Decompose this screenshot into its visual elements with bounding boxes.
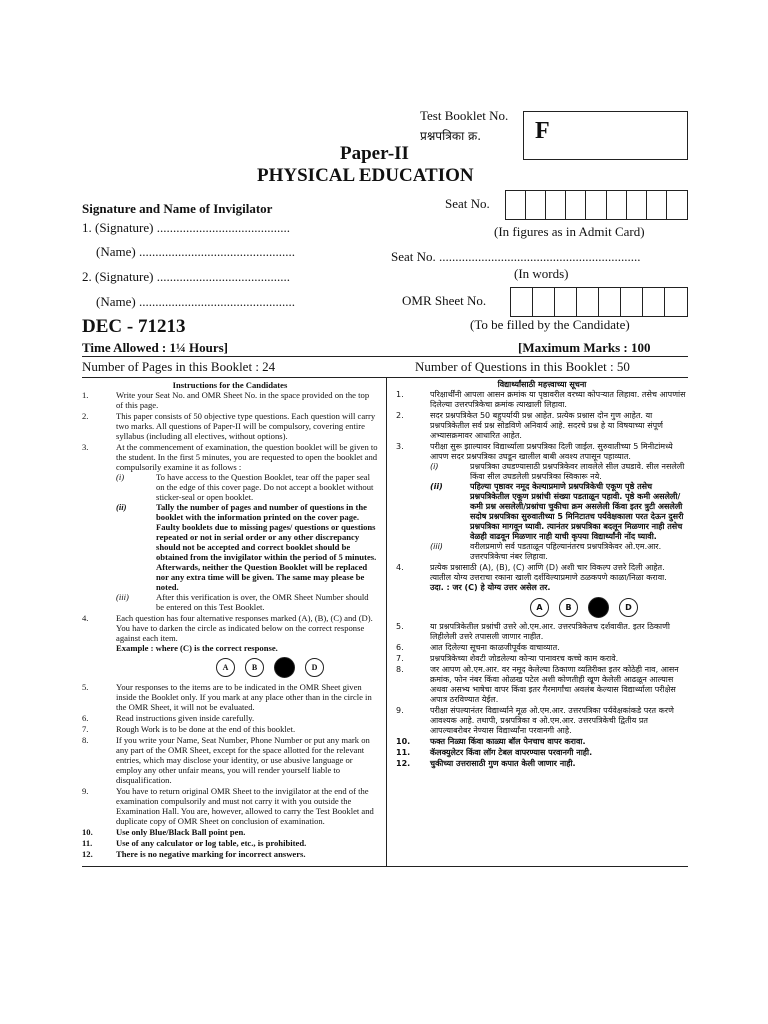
list-item: 7. प्रश्नपत्रिकेच्या शेवटी जोडलेल्या कोऱ्या पानावरच कच्चे काम करावे. <box>396 654 619 663</box>
invigilator-name-1: (Name) ................................................ <box>96 244 295 259</box>
seat-no-words-line[interactable]: Seat No. .............................................................. <box>391 249 641 264</box>
sub-item: (ii) पहिल्या पृष्ठावर नमूद केल्याप्रमाणे प्रश्नपत्रिकेची एकूण पृष्ठे तसेच प्रश्नपत्रिकेतील एकूण प्रश्नांची संख्या पडताळून पहावी. पृष्ठे कमी असलेली/कमी प्रश्न असलेली/प्रश्नांचा चुकीचा क्रम असलेली किंवा इतर त्रुटी असलेली सदोष प्रश्नपत्रिका सुरुवातीच्या 5 मिनिटातच पर्यवेक्षकाला परत देऊन दुसरी प्रश्नपत्रिका मागवून घ्यावी. त्यानंतर प्रश्नपत्रिका बदलून मिळणार नाही तसेच वेळही वाढवून मिळणार नाही याची कृपया विद्यार्थ्यांनी नोंद घ्यावी. <box>430 482 684 541</box>
bubble-a: A <box>530 598 549 617</box>
list-item: 11. कॅलक्युलेटर किंवा लॉग टेबल वापरण्यास परवानगी नाही. <box>396 748 593 757</box>
list-item: 3. परीक्षा सुरू झाल्यावर विद्यार्थ्याला प्रश्नपत्रिका दिली जाईल. सुरुवातीच्या 5 मिनीटांमध्ये आपण सदर प्रश्नपत्रिका उघडून खालील बाबी अवश्य तपासून पहाव्यात. (i) प्रश्नपत्रिका उघडण्यासाठी प्रश्नपत्रिकेवर लावलेले सील उघडावे. सील नसलेली किंवा सील उघडलेली प्रश्नपत्रिका स्विकारू नये. (ii) पहिल्या पृष्ठावर नमूद केल्याप्रमाणे प्रश्नपत्रिकेची एकूण पृष्ठे तसेच प्रश्नपत्रिकेतील एकूण प्रश्नांची संख्या पडताळून पहावी. पृष्ठे कमी असलेली/कमी प्रश्न असलेली/प्रश्नांचा चुकीचा क्रम असलेली किंवा इतर त्रुटी असलेली सदोष प्रश्नपत्रिका सुरुवातीच्या 5 मिनिटातच पर्यवेक्षकाला परत देऊन दुसरी प्रश्नपत्रिका मागवून घ्यावी. त्यानंतर प्रश्नपत्रिका बदलून मिळणार नाही तसेच वेळही वाढवून मिळणार नाही याची कृपया विद्यार्थ्यांनी नोंद घ्यावी. (iii) वरीलप्रमाणे सर्व पडताळून पहिल्यानंतरच प्रश्नपत्रिकेवर ओ.एम.आर. उत्तरपत्रिकेचा नंबर लिहावा. <box>396 442 688 562</box>
divider-bottom <box>82 866 688 867</box>
list-item: 10. Use only Blue/Black Ball point pen. <box>82 827 246 837</box>
bubble-c-filled <box>588 597 609 618</box>
example-text: Example : where (C) is the correct response. <box>116 643 278 653</box>
test-booklet-label-hindi: प्रश्नपत्रिका क्र. <box>420 129 482 143</box>
list-item: 5. Your responses to the items are to be indicated in the OMR Sheet given inside the Booklet only. If you mark at any place other than in the circle in the OMR Sheet, it will not be evaluated. <box>82 682 372 712</box>
invigilator-signature-1: 1. (Signature) ......................................... <box>82 220 290 235</box>
list-item: 2. This paper consists of 50 objective type questions. Each question will carry two marks. All questions of Paper-II will be compulsory, covering entire syllabus (including all electives, without options). <box>82 411 376 441</box>
seat-no-cells[interactable] <box>505 190 688 220</box>
sub-item: (i) To have access to the Question Booklet, tear off the paper seal on the edge of this cover page. Do not accept a booklet without sticker-seal or open booklet. <box>116 472 374 502</box>
instructions-english <box>82 380 378 860</box>
instructions-marathi <box>396 380 688 770</box>
bubble-b: B <box>245 658 264 677</box>
list-item: 9. परीक्षा संपल्यानंतर विद्यार्थ्याने मूळ ओ.एम.आर. उत्तरपत्रिका पर्यवेक्षकांकडे परत करणे आवश्यक आहे. तथापी, प्रश्नपत्रिका व ओ.एम.आर. उत्तरपत्रिकेची द्वितीय प्रत आपल्याबरोबर नेण्यास विद्यार्थ्यांना परवानगी आहे. <box>396 706 674 735</box>
pages-count: Number of Pages in this Booklet : 24 <box>82 359 276 374</box>
bubble-d: D <box>619 598 638 617</box>
omr-sheet-label: OMR Sheet No. <box>402 293 487 308</box>
divider-top <box>82 356 688 357</box>
list-item: 7. Rough Work is to be done at the end of this booklet. <box>82 724 296 734</box>
seat-no-words-note: (In words) <box>514 266 569 281</box>
exam-code: DEC - 71213 <box>82 316 186 337</box>
list-item: 4. Each question has four alternative responses marked (A), (B), (C) and (D). You have to darken the circle as indicated below on the correct response against each item. Example : where (C) is the correct response. A B D <box>82 613 378 678</box>
instructions-list-marathi <box>396 390 688 769</box>
sub-item: (i) प्रश्नपत्रिका उघडण्यासाठी प्रश्नपत्रिकेवर लावलेले सील उघडावे. सील नसलेली किंवा सील उघडलेली प्रश्नपत्रिका स्विकारू नये. <box>430 462 685 481</box>
list-item: 1. परिक्षार्थींनी आपला आसन क्रमांक या पृष्ठावरील वरच्या कोपऱ्यात लिहावा. तसेच आपणांस दिलेल्या उत्तरपत्रिकेचा क्रमांक त्याखाली लिहावा. <box>396 390 686 409</box>
paper-title: Paper-II <box>340 143 409 164</box>
list-item: 3. At the commencement of examination, the question booklet will be given to the student. In the first 5 minutes, you are requested to open the booklet and compulsorily examine it as follows : (i) To have access to the Question Booklet, tear off the paper seal on the edge of this cover page. Do not accept a booklet without sticker-seal or open booklet. (ii) Tally the number of pages and number of questions in the booklet with the information printed on the cover page. Faulty booklets due to missing pages/ questions or questions repeated or not in serial order or any other discrepancy should not be accepted and correct booklet should be obtained from the invigilator within the period of 5 minutes. Afterwards, neither the Question Booklet will be replaced nor any extra time will be given. The same may please be noted. (iii) After this verification is over, the OMR Sheet Number should be entered on this Test Booklet. <box>82 442 378 612</box>
bubble-b: B <box>559 598 578 617</box>
subject-title: PHYSICAL EDUCATION <box>257 165 474 186</box>
sub-item: (iii) वरीलप्रमाणे सर्व पडताळून पहिल्यानंतरच प्रश्नपत्रिकेवर ओ.एम.आर. उत्तरपत्रिकेचा नंबर लिहावा. <box>430 542 662 561</box>
list-item: 9. You have to return original OMR Sheet to the invigilator at the end of the examination compulsorily and must not carry it with you outside the Examination Hall. You are, however, allowed to carry the Test Booklet and duplicate copy of OMR Sheet on conclusion of examination. <box>82 786 374 826</box>
bubble-a: A <box>216 658 235 677</box>
invigilator-signature-2: 2. (Signature) ......................................... <box>82 269 290 284</box>
example-bubbles-marathi <box>530 597 688 618</box>
divider-instructions <box>82 377 688 378</box>
list-item: 11. Use of any calculator or log table, etc., is prohibited. <box>82 838 307 848</box>
list-item: 12. There is no negative marking for incorrect answers. <box>82 849 306 859</box>
list-item: 1. Write your Seat No. and OMR Sheet No. in the space provided on the top of this page. <box>82 390 370 410</box>
maximum-marks: [Maximum Marks : 100 <box>518 340 651 355</box>
list-item: 4. प्रत्येक प्रश्नासाठी (A), (B), (C) आणि (D) अशी चार विकल्प उत्तरे दिली आहेत. त्यातील योग्य उत्तराचा रकाना खाली दर्शविल्याप्रमाणे ठळकपणे काळा/निळा करावा. उदा. : जर (C) हे योग्य उत्तर असेल तर. A B D <box>396 563 688 618</box>
questions-count: Number of Questions in this Booklet : 50 <box>415 359 630 374</box>
sub-item: (iii) After this verification is over, the OMR Sheet Number should be entered on this Test Booklet. <box>116 592 369 612</box>
list-item: 12. चुकीच्या उत्तरासाठी गुण कपात केली जाणार नाही. <box>396 759 576 768</box>
list-item: 8. जर आपण ओ.एम.आर. वर नमूद केलेल्या ठिकाणा व्यतिरीक्त इतर कोठेही नाव, आसन क्रमांक, फोन नंबर किंवा ओळख पटेल अशी कोणतीही खूण केलेली आढळून आल्यास अथवा असभ्य भाषेचा वापर किंवा इतर गैरमार्गांचा अवलंब केल्यास विद्यार्थ्याला परीक्षेस अपात्र ठरविण्यात येईल. <box>396 665 679 704</box>
invigilator-heading: Signature and Name of Invigilator <box>82 201 273 216</box>
omr-sheet-cells[interactable] <box>510 287 688 317</box>
column-divider <box>386 377 387 866</box>
test-booklet-letter: F <box>535 118 550 144</box>
bubble-d: D <box>305 658 324 677</box>
invigilator-name-2: (Name) ................................................ <box>96 294 295 309</box>
seat-no-label: Seat No. <box>445 196 490 211</box>
sub-item: (ii) Tally the number of pages and number of questions in the booklet with the information printed on the cover page. Faulty booklets due to missing pages/ questions or questions repeated or not in serial order or any other discrepancy should not be accepted and correct booklet should be obtained from the invigilator within the period of 5 minutes. Afterwards, neither the Question Booklet will be replaced nor any extra time will be given. The same may please be noted. <box>116 502 377 592</box>
list-item: 5. या प्रश्नपत्रिकेतील प्रश्नांची उत्तरे ओ.एम.आर. उत्तरपत्रिकेतच दर्शवावीत. इतर ठिकाणी लिहीलेली उत्तरे तपासली जाणार नाहीत. <box>396 622 670 641</box>
list-item: 2. सदर प्रश्नपत्रिकेत 50 बहुपर्यायी प्रश्न आहेत. प्रत्येक प्रश्नास दोन गुण आहेत. या प्रश्नपत्रिकेतील सर्व प्रश्न सोडविणे अनिवार्य आहे. सदरचे प्रश्न हे या विषयाच्या संपूर्ण अभ्यासक्रमावर आधारित आहेत. <box>396 411 663 440</box>
list-item: 8. If you write your Name, Seat Number, Phone Number or put any mark on any part of the OMR Sheet, except for the space allotted for the relevant entries, which may disclose your identity, or use abusive language or employ any other unfair means, you will render yourself liable to disqualification. <box>82 735 370 785</box>
time-allowed: Time Allowed : 1¼ Hours] <box>82 340 229 355</box>
instructions-heading-marathi: विद्यार्थ्यांसाठी महत्त्वाच्या सूचना <box>497 380 587 389</box>
bubble-c-filled <box>274 657 295 678</box>
omr-sheet-note: (To be filled by the Candidate) <box>470 317 630 332</box>
list-item: 10. फक्त निळ्या किंवा काळ्या बॉल पेनचाच वापर करावा. <box>396 737 586 746</box>
instructions-list-english <box>82 390 378 859</box>
list-item: 6. आत दिलेल्या सूचना काळजीपूर्वक वाचाव्यात. <box>396 643 560 652</box>
instructions-heading: Instructions for the Candidates <box>172 380 288 390</box>
example-text-marathi: उदा. : जर (C) हे योग्य उत्तर असेल तर. <box>430 583 551 592</box>
seat-no-note: (In figures as in Admit Card) <box>494 224 645 239</box>
example-bubbles <box>216 657 378 678</box>
test-booklet-label: Test Booklet No. <box>420 108 509 123</box>
list-item: 6. Read instructions given inside carefully. <box>82 713 255 723</box>
